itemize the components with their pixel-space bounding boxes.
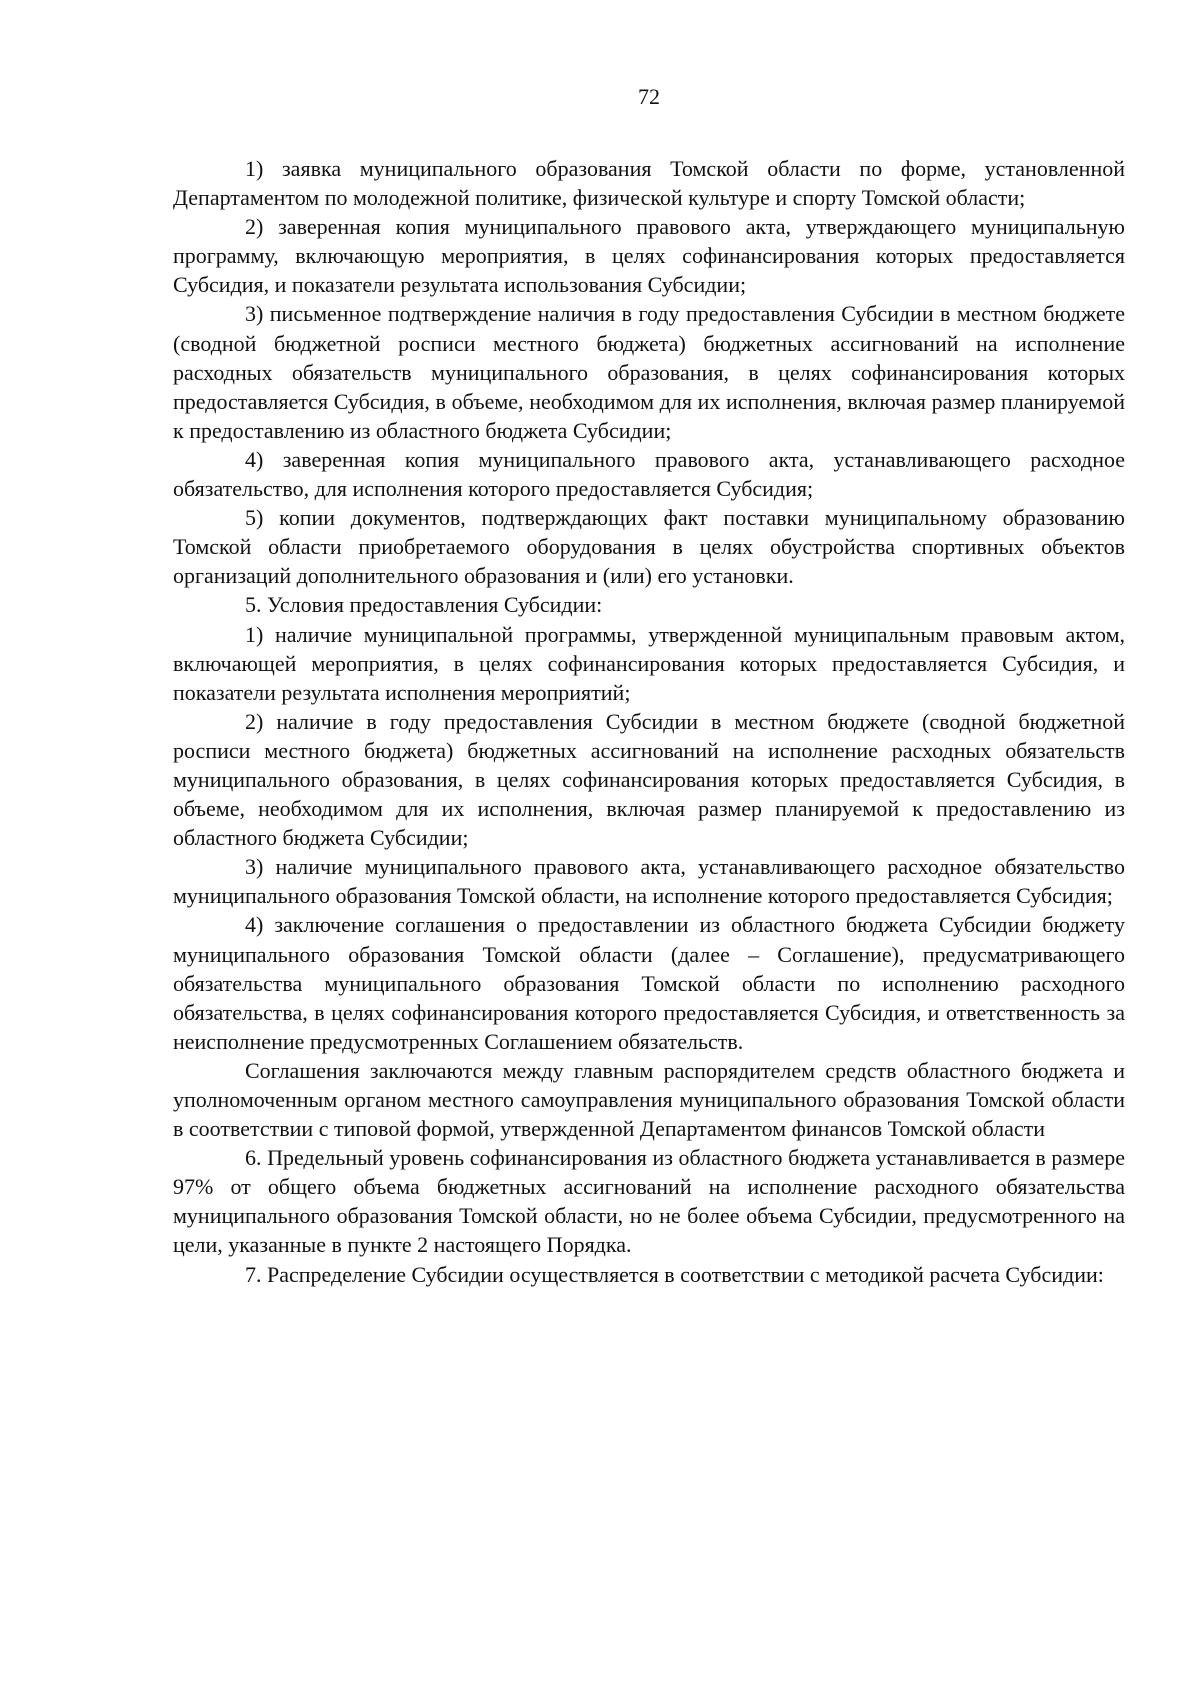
condition-2-budget-allocations: 2) наличие в году предоставления Субсидии в местном бюджете (сводной бюджетной росписи местного бюджета) бюджетных ассигнований на исполнение расходных обязательств муниципального образования, в целях софинансирования которых предоставляется Субсидия, в объеме, необходимом для их исполнения, включая размер планируемой к предоставлению из областного бюджета Субсидии; [173,708,1125,851]
section-6-cofinancing-level: 6. Предельный уровень софинансирования из областного бюджета устанавливается в размере 97% от общего объема бюджетных ассигнований на исполнение расходного обязательства муниципального образования Томской области, но не более объема Субсидии, предусмотренного на цели, указанные в пункте 2 настоящего Порядка. [173,1145,1125,1258]
paragraph-2-program-act-copy: 2) заверенная копия муниципального правового акта, утверждающего муниципальную программу, включающую мероприятия, в целях софинансирования которых предоставляется Субсидия, и показатели результата использования Субсидии; [173,214,1125,298]
condition-1-program: 1) наличие муниципальной программы, утвержденной муниципальным правовым актом, включающей мероприятия, в целях софинансирования которых предоставляется Субсидия, и показатели результата исполнения мероприятий; [173,621,1125,705]
paragraph-1-application: 1) заявка муниципального образования Томской области по форме, установленной Департаментом по молодежной политике, физической культуре и спорту Томской области; [173,156,1125,211]
section-7-distribution: 7. Распределение Субсидии осуществляется в соответствии с методикой расчета Субсидии: [245,1261,1104,1287]
page-number: 72 [638,84,660,109]
paragraph-5-delivery-documents: 5) копии документов, подтверждающих факт поставки муниципальному образованию Томской области приобретаемого оборудования в целях обустройства спортивных объектов организаций дополнительного образования и (или) его установки. [173,505,1125,589]
agreement-paragraph: Соглашения заключаются между главным распорядителем средств областного бюджета и уполномоченным органом местного самоуправления муниципального образования Томской области в соответствии с типовой формой, утвержденной Департаментом финансов Томской области [173,1057,1125,1142]
condition-3-legal-act: 3) наличие муниципального правового акта, устанавливающего расходное обязательство муниципального образования Томской области, на исполнение которого предоставляется Субсидия; [173,854,1125,909]
document-page [173,82,1125,1289]
condition-4-agreement: 4) заключение соглашения о предоставлении из областного бюджета Субсидии бюджету муниципального образования Томской области (далее – Соглашение), предусматривающего обязательства муниципального образования Томской области по исполнению расходного обязательства, в целях софинансирования которого предоставляется Субсидия, и ответственность за неисполнение предусмотренных Соглашением обязательств. [173,912,1125,1054]
paragraph-4-obligation-act-copy: 4) заверенная копия муниципального правового акта, устанавливающего расходное обязательство, для исполнения которого предоставляется Субсидия; [173,446,1125,502]
section-5-heading: 5. Условия предоставления Субсидии: [245,592,603,618]
paragraph-3-budget-confirmation: 3) письменное подтверждение наличия в году предоставления Субсидии в местном бюджете (сводной бюджетной росписи местного бюджета) бюджетных ассигнований на исполнение расходных обязательств муниципального образования, в целях софинансирования которых предоставляется Субсидия, в объеме, необходимом для их исполнения, включая размер планируемой к предоставлению из областного бюджета Субсидии; [173,301,1125,443]
